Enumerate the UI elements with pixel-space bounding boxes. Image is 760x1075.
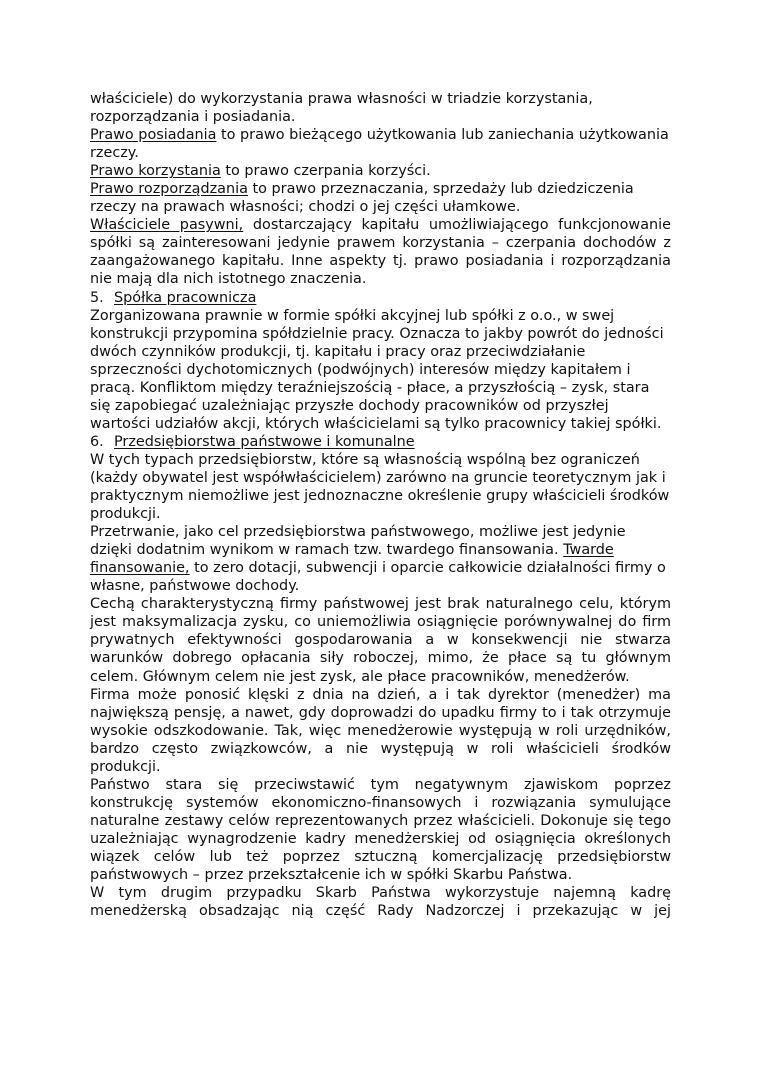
intro-paragraph [90,90,671,126]
section-6-paragraph-3: Cechą charakterystyczną firmy państwowej jest brak naturalnego celu, którym jest maksymalizacja zysku, co uniemożliwia osiągnięcie porównywalnej do firm prywatnych efektywności gospodarowania a w konsekwencji nie stwarza warunków dobrego opłacania siły roboczej, mimo, że płace są tu głównym celem. Głównym celem nie jest zysk, ale płace pracowników, menedżerów. [90,596,671,685]
term-twarde-finansowanie: Twarde finansowanie, [90,542,614,577]
intro-line-1: właściciele) do wykorzystania prawa własności w triadzie korzystania, [90,91,593,107]
definition-korzystania [90,162,671,180]
definition-text: to prawo czerpania korzyści. [220,163,431,180]
paragraph-text: Przetrwanie, jako cel przedsiębiorstwa państwowego, możliwe jest jedynie dzięki dodatnim wynikom w ramach tzw. twardego finansowania. [90,524,626,559]
section-title: Spółka pracownicza [114,289,257,306]
section-title: Przedsiębiorstwa państwowe i komunalne [114,433,415,450]
definition-wlasciciele-pasywni [90,216,671,288]
paragraph-text: to zero dotacji, subwencji i oparcie całkowicie działalności firmy o własne, państwowe dochody. [90,560,666,595]
definition-rozporzadzania [90,180,671,216]
term-wlasciciele-pasywni: Właściciele pasywni, [90,217,244,234]
definition-text: dostarczający kapitału umożliwiającego funkcjonowanie spółki są zainteresowani jedynie prawem korzystania – czerpania dochodów z zaangażowanego kapitału. Inne aspekty tj. prawo posiadania i rozporządzania nie mają dla nich istotnego znaczenia. [90,217,671,288]
section-6-paragraph-4: Firma może ponosić klęski z dnia na dzień, a i tak dyrektor (menedżer) ma największą pensję, a nawet, gdy doprowadzi do upadku firmy to i tak otrzymuje wysokie odszkodowanie. Tak, więc menedżerowie występują w roli urzędników, bardzo często związkowców, a nie występują w roli właścicieli środków produkcji. [90,686,671,775]
section-number: 6. [90,433,104,450]
definition-text: to prawo przeznaczania, sprzedaży lub dziedziczenia rzeczy na prawach własności; chodzi o jej części ułamkowe. [90,181,634,216]
section-6-paragraph-6: W tym drugim przypadku Skarb Państwa wykorzystuje najemną kadrę menedżerską obsadzając nią część Rady Nadzorczej i przekazując w jej [90,885,671,920]
section-number: 5. [90,289,104,306]
definition-text: to prawo bieżącego użytkowania lub zaniechania użytkowania rzeczy. [90,127,669,162]
section-6-paragraph-1: W tych typach przedsiębiorstw, które są własnością wspólną bez ograniczeń (każdy obywatel jest współwłaścicielem) zarówno na gruncie teoretycznym jak i praktycznym niemożliwe jest jednoznaczne określenie grupy właścicieli środków produkcji. [90,451,670,523]
section-6-heading [90,433,671,451]
section-6-paragraph-5: Państwo stara się przeciwstawić tym negatywnym zjawiskom poprzez konstrukcję systemów ekonomiczno-finansowych i rozwiązania symulujące naturalne zestawy celów reprezentowanych przez właścicieli. Dokonuje się tego uzależniając wynagrodzenie kadry menedżerskiej od osiągnięcia określonych wiązek celów lub też poprzez sztuczną komercjalizację przedsiębiorstw państwowych – przez przekształcenie ich w spółki Skarbu Państwa. [90,776,671,884]
document-page [90,90,671,920]
section-5-heading [90,289,671,307]
term-prawo-korzystania: Prawo korzystania [90,163,221,180]
definition-posiadania [90,126,671,162]
section-6-paragraph-2 [90,523,671,595]
section-5-paragraph: Zorganizowana prawnie w formie spółki akcyjnej lub spółki z o.o., w swej konstrukcji przypomina spółdzielnie pracy. Oznacza to jakby powrót do jedności dwóch czynników produkcji, tj. kapitału i pracy oraz przeciwdziałanie sprzeczności dychotomicznych (podwójnych) interesów między kapitałem i pracą. Konfliktom między teraźniejszością - płace, a przyszłością – zysk, stara się zapobiegać uzależniając przyszłe dochody pracowników od przyszłej wartości udziałów akcji, których właścicielami są tylko pracownicy takiej spółki. [90,307,664,432]
term-prawo-rozporzadzania: Prawo rozporządzania [90,181,248,198]
term-prawo-posiadania: Prawo posiadania [90,127,217,144]
intro-line-2: rozporządzania i posiadania. [90,109,296,126]
